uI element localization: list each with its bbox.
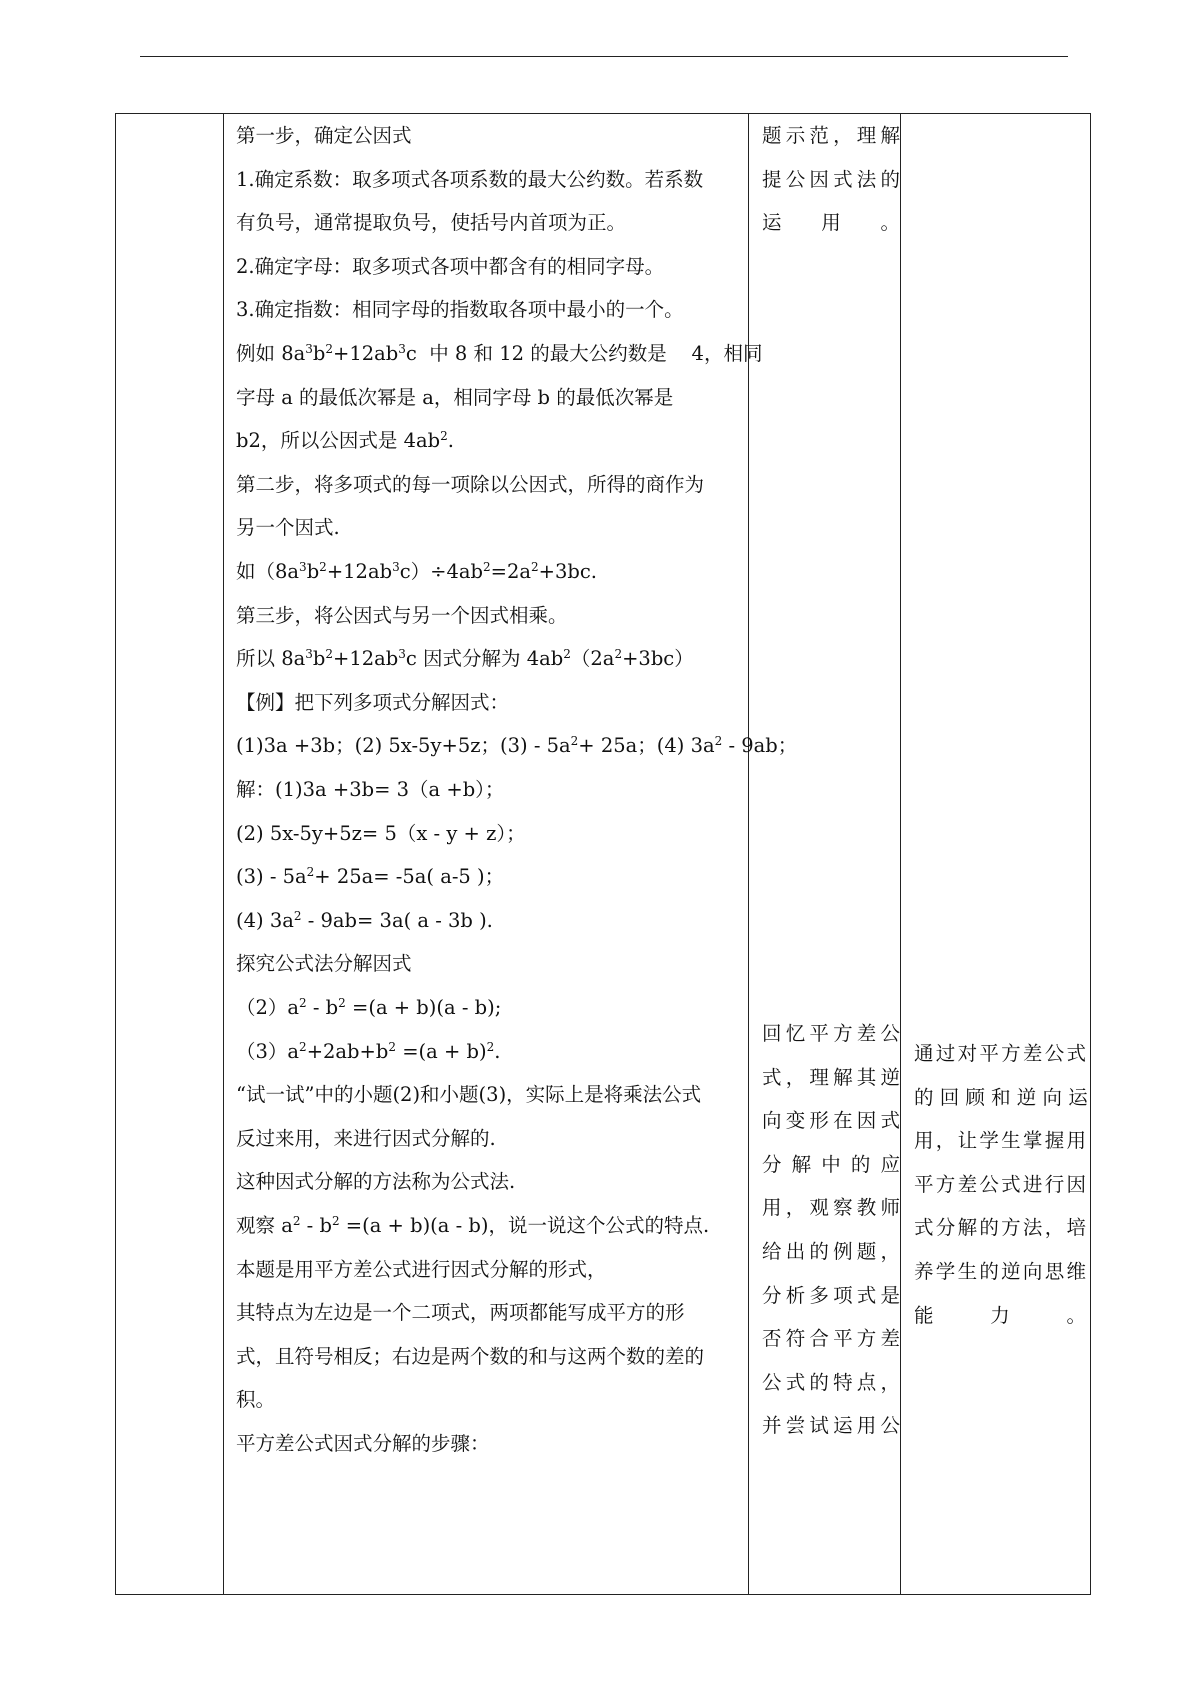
content-line: $(3) - 5a^2+ 25a= -5a$( a-5 )； <box>236 865 505 889</box>
content-line: 1.确定系数：取多项式各项系数的最大公约数。若系数 <box>236 167 704 191</box>
content-line: (4) $3a^2 - 9ab= 3a$( a - 3b ). <box>236 908 493 932</box>
content-line: 解：(1)3a +3b= 3（a +b）； <box>236 778 505 801</box>
content-line: 3.确定指数：相同字母的指数取各项中最小的一个。 <box>236 298 684 322</box>
column-divider-3 <box>900 114 901 1594</box>
content-line: 【例】把下列多项式分解因式： <box>236 690 510 714</box>
student-activity-line: 并尝试运用公 <box>762 1414 900 1438</box>
content-line: 式，且符号相反；右边是两个数的和与这两个数的差的 <box>236 1344 705 1368</box>
content-line: 第二步，将多项式的每一项除以公因式，所得的商作为 <box>236 472 705 496</box>
student-activity-line: 公式的特点， <box>762 1370 900 1394</box>
design-intent-line: 式分解的方法，培 <box>914 1216 1086 1240</box>
content-line: 如$(8a^3b^2+12ab^3c)\div 4ab^2=2a^2+3bc$. <box>236 560 598 583</box>
content-line: $(2)a^2 - b^2 =(a + b)(a - b)$; <box>236 996 502 1019</box>
student-activity-bottom <box>762 1012 900 1448</box>
lesson-table <box>115 113 1091 1595</box>
content-line: 例如 $8a^3b^2+12ab^3c$ 中 8 和 12 的最大公约数是 4，相同 <box>236 342 763 365</box>
design-intent-line: 用，让学生掌握用 <box>914 1129 1086 1153</box>
content-line: 其特点为左边是一个二项式，两项都能写成平方的形 <box>236 1301 685 1325</box>
student-activity-line: 分析多项式是 <box>762 1283 900 1307</box>
design-intent-line: 的 回 顾 和 逆 向 运 <box>914 1085 1088 1109</box>
header-rule <box>140 56 1068 57</box>
content-line: (2) 5x-5y+5z= 5（x - y + z）； <box>236 821 526 845</box>
student-activity-line: 给出的例题， <box>762 1239 900 1263</box>
content-line: “试一试”中的小题(2)和小题(3)，实际上是将乘法公式 <box>236 1083 702 1107</box>
content-line: 2.确定字母：取多项式各项中都含有的相同字母。 <box>236 254 665 278</box>
design-intent-text <box>914 1032 1086 1337</box>
content-line: 字母 a 的最低次幂是 a，相同字母 b 的最低次幂是 <box>236 385 674 409</box>
student-activity-top <box>762 114 900 245</box>
column-divider-1 <box>223 114 224 1594</box>
content-line: 探究公式法分解因式 <box>236 952 412 976</box>
design-intent-line: 平方差公式进行因 <box>914 1172 1086 1196</box>
content-line: 积。 <box>236 1388 276 1412</box>
design-intent-line: 养学生的逆向思维 <box>914 1259 1086 1283</box>
student-activity-line: 提公因式法的 <box>762 167 900 191</box>
content-line: (1)3a +3b；(2) 5x-5y+5z；$(3) - 5a^2+ 25a$；(4) $3a^2 - 9ab$； <box>236 734 798 758</box>
content-line: $(3)a^2+2ab+b^2 =(a + b)^2$. <box>236 1039 501 1063</box>
content-line: 观察 $a^2 - b^2 =(a + b)(a - b)$，说一说这个公式的特点. <box>236 1214 710 1237</box>
content-line: b2，所以公因式是 $4ab^2$. <box>236 429 454 453</box>
student-activity-line: 式，理解其逆 <box>762 1065 900 1089</box>
content-line: 另一个因式. <box>236 516 340 540</box>
student-activity-line: 向变形在因式 <box>762 1109 900 1133</box>
student-activity-line: 题示范，理解 <box>762 124 900 147</box>
student-activity-line: 用，观察教师 <box>762 1196 900 1220</box>
student-activity-line: 回忆平方差公 <box>762 1022 900 1045</box>
design-intent-line: 通过对平方差公式 <box>914 1042 1086 1065</box>
content-line: 第一步，确定公因式 <box>236 124 412 147</box>
content-line: 第三步，将公因式与另一个因式相乘。 <box>236 603 568 627</box>
student-activity-line: 运用。 <box>762 211 900 235</box>
content-line: 本题是用平方差公式进行因式分解的形式， <box>236 1257 607 1281</box>
content-line: 所以 $8a^3b^2+12ab^3c$ 因式分解为 $4ab^2(2a^2+3bc)$ <box>236 647 694 671</box>
student-activity-line: 否符合平方差 <box>762 1327 900 1351</box>
content-line: 这种因式分解的方法称为公式法. <box>236 1170 516 1194</box>
design-intent-line: 能力。 <box>914 1303 1086 1327</box>
content-line: 平方差公式因式分解的步骤： <box>236 1432 490 1455</box>
content-line: 有负号，通常提取负号，使括号内首项为正。 <box>236 211 627 235</box>
student-activity-line: 分 解 中 的 应 <box>762 1152 900 1176</box>
content-line: 反过来用，来进行因式分解的. <box>236 1126 496 1150</box>
